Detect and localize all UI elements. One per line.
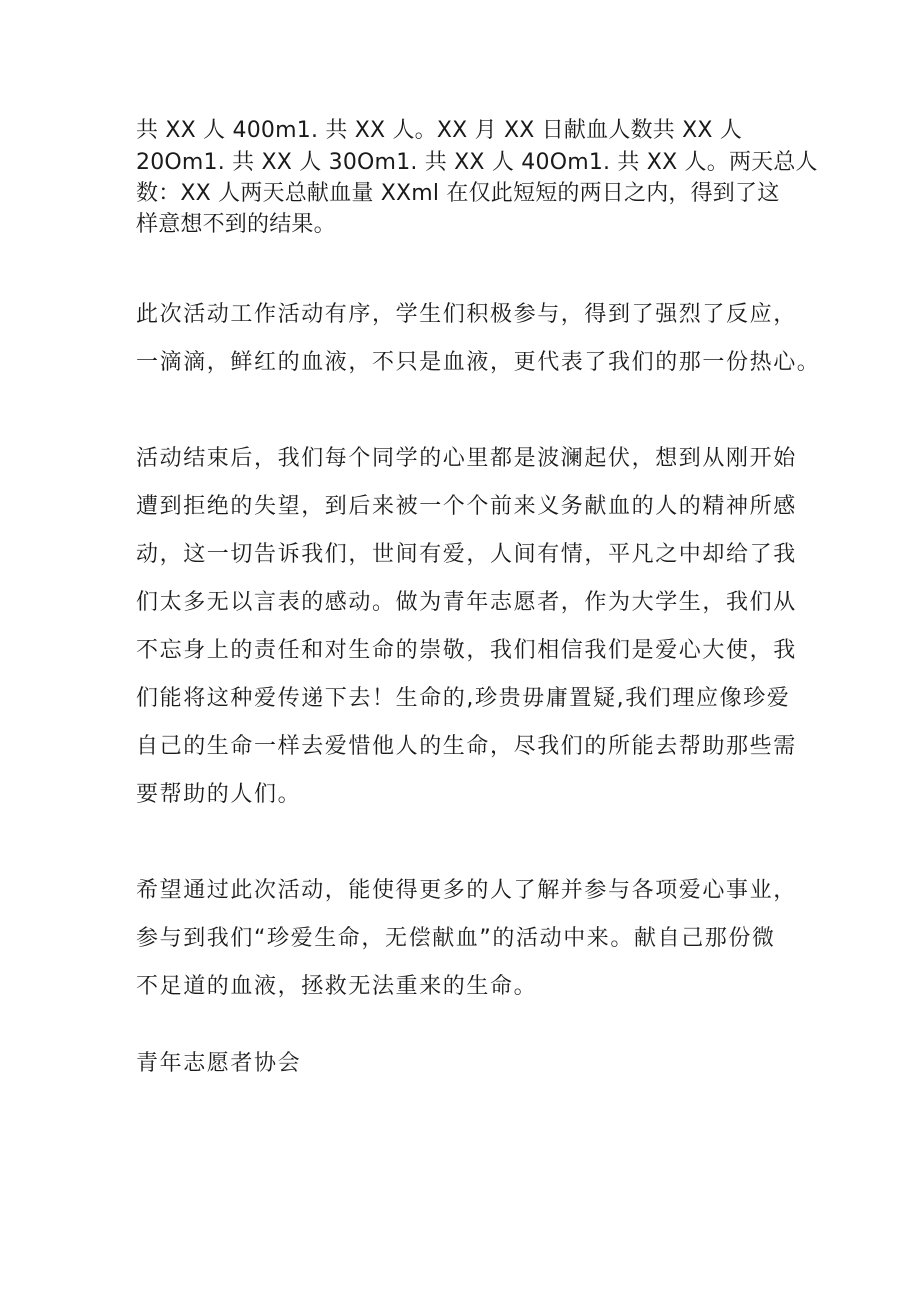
text-line: 不忘身上的责任和对生命的崇敬，我们相信我们是爱心大使，我 — [136, 638, 797, 663]
text-line: 们太多无以言表的感动。做为青年志愿者，作为大学生，我们从 — [136, 590, 797, 615]
text-line: 数：XX 人两天总献血量 XXml 在仅此短短的两日之内，得到了这 — [136, 181, 780, 206]
text-line: 遭到拒绝的失望，到后来被一个个前来义务献血的人的精神所感 — [136, 494, 797, 519]
text-line: 希望通过此次活动，能使得更多的人了解并参与各项爱心事业， — [136, 878, 797, 903]
text-line: 们能将这种爱传递下去！生命的,珍贵毋庸置疑,我们理应像珍爱 — [136, 686, 791, 711]
text-line: 20Om1. 共 XX 人 30Om1. 共 XX 人 40Om1. 共 XX 人。两天总人 — [136, 150, 818, 175]
signature: 青年志愿者协会 — [136, 1051, 302, 1076]
text-line: 一滴滴，鲜红的血液，不只是血液，更代表了我们的那一份热心。 — [136, 350, 821, 375]
text-line: 自己的生命一样去爱惜他人的生命，尽我们的所能去帮助那些需 — [136, 734, 797, 759]
text-line: 不足道的血液，拯救无法重来的生命。 — [136, 974, 538, 999]
text-line: 参与到我们“珍爱生命，无偿献血”的活动中来。献自己那份微 — [136, 926, 776, 951]
text-line: 此次活动工作活动有序，学生们积极参与，得到了强烈了反应， — [136, 302, 797, 327]
text-line: 动，这一切告诉我们，世间有爱，人间有情，平凡之中却给了我 — [136, 542, 797, 567]
text-line: 活动结束后，我们每个同学的心里都是波澜起伏，想到从刚开始 — [136, 446, 797, 471]
text-line: 共 XX 人 400m1. 共 XX 人。XX 月 XX 日献血人数共 XX 人 — [136, 118, 743, 143]
text-line: 样意想不到的结果。 — [136, 212, 336, 237]
text-line: 要帮助的人们。 — [136, 782, 302, 807]
